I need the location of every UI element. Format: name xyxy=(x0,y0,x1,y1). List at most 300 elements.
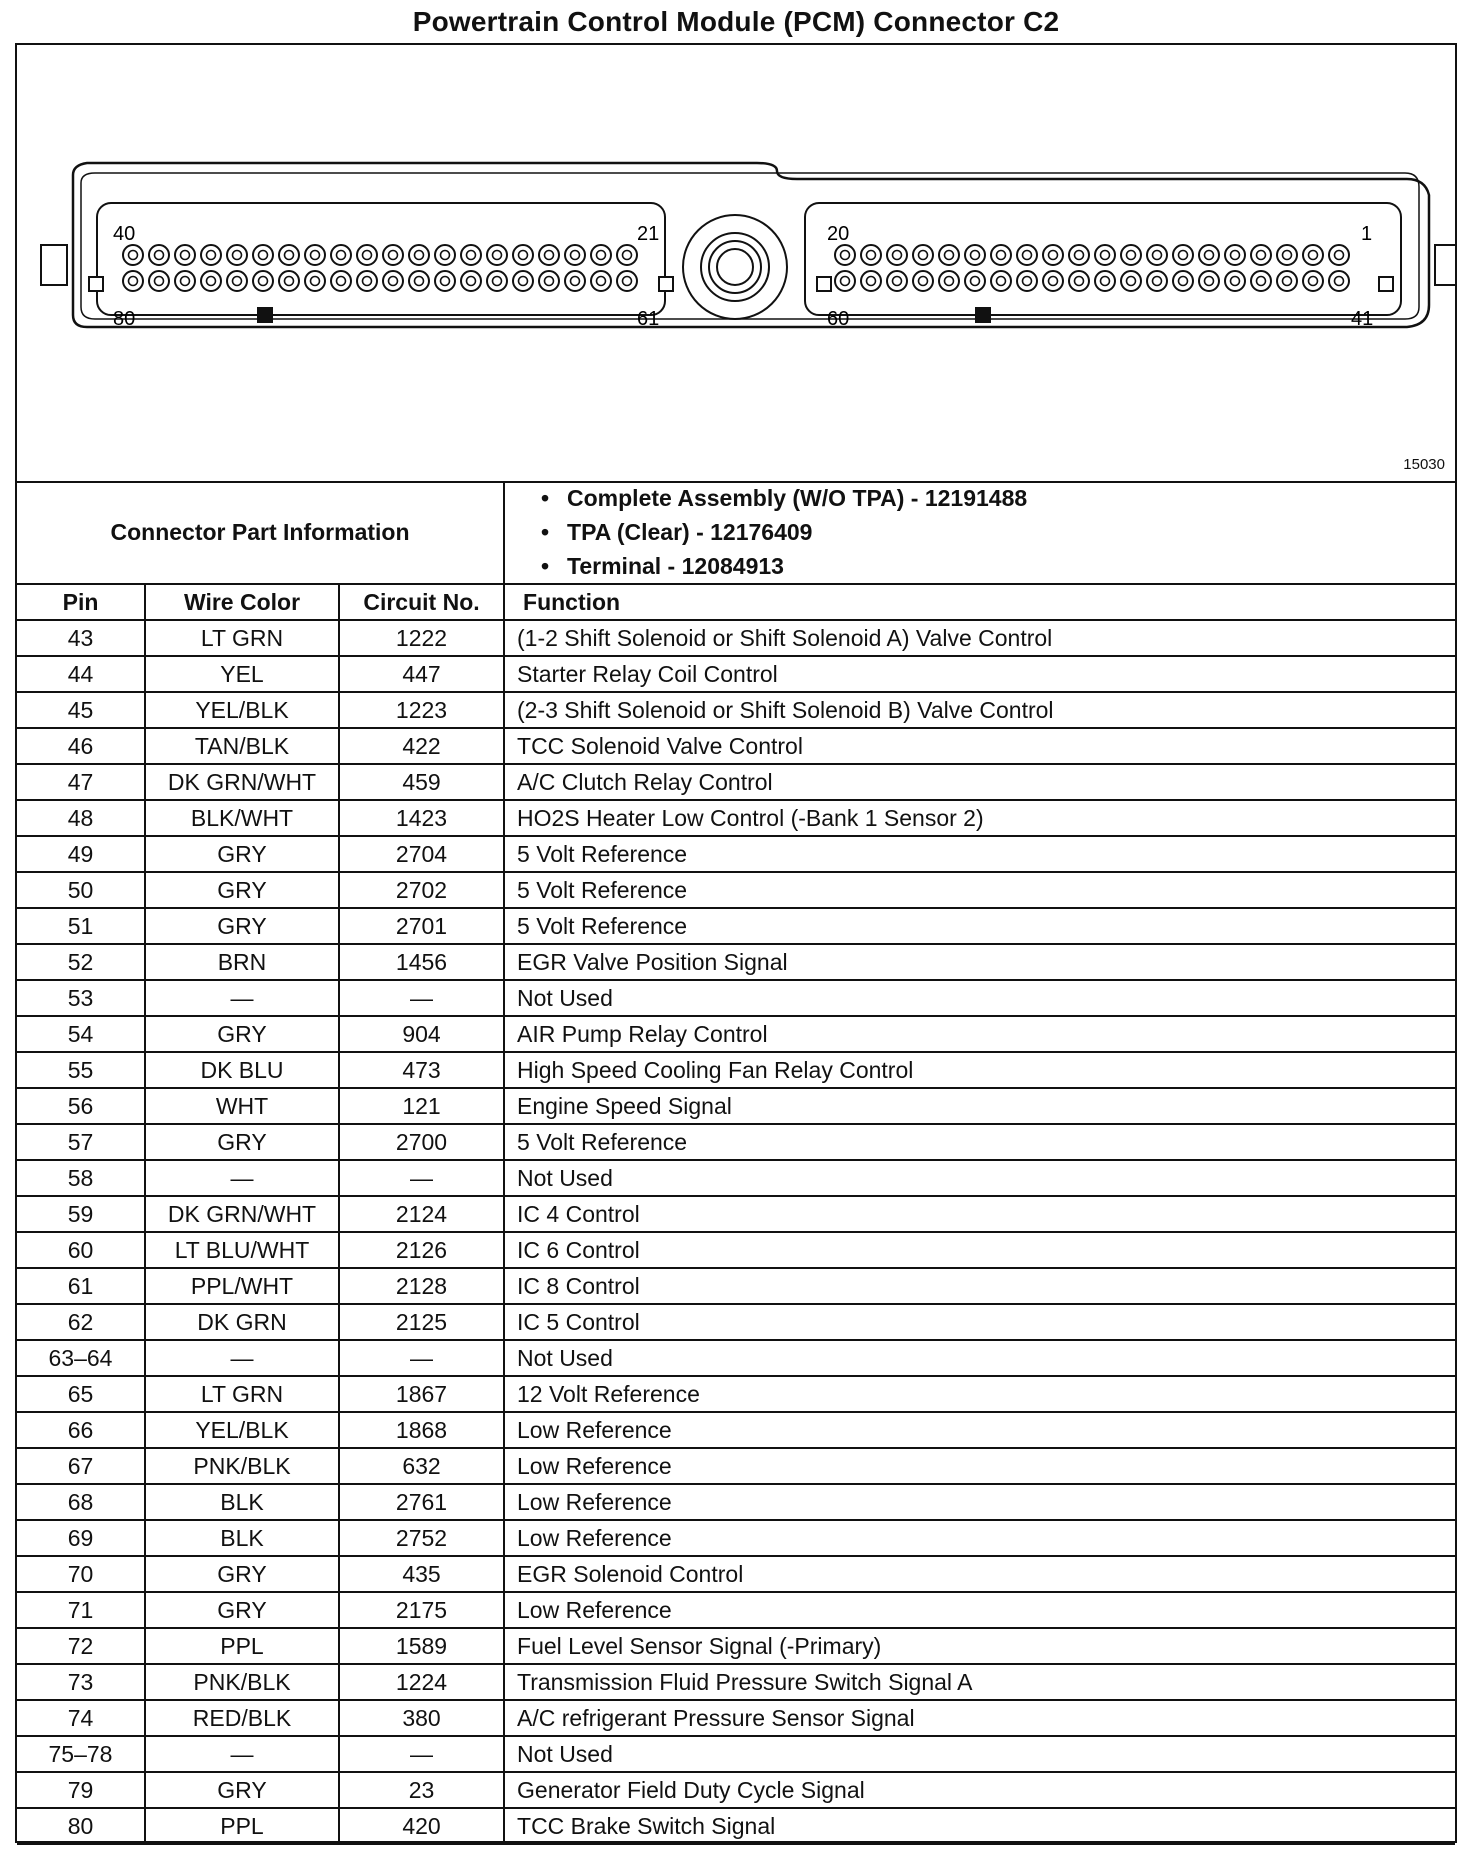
pin-socket-center xyxy=(311,251,320,260)
wire-color-cell: PPL/WHT xyxy=(145,1268,339,1304)
pin-socket xyxy=(1303,271,1323,291)
table-row xyxy=(17,1376,1455,1412)
pin-socket-center xyxy=(285,251,294,260)
circuit-cell: — xyxy=(339,1160,504,1196)
pin-socket-center xyxy=(1283,277,1292,286)
pin-socket-center xyxy=(919,277,928,286)
function-cell: Engine Speed Signal xyxy=(504,1088,1455,1124)
function-cell: AIR Pump Relay Control xyxy=(504,1016,1455,1052)
col-header-function: Function xyxy=(504,584,1455,620)
pin-socket xyxy=(513,245,533,265)
pin-socket-center xyxy=(1205,251,1214,260)
pin-socket xyxy=(617,271,637,291)
pin-socket xyxy=(487,245,507,265)
pin-socket xyxy=(1147,271,1167,291)
pin-socket-center xyxy=(867,251,876,260)
pin-socket xyxy=(409,271,429,291)
pin-socket-center xyxy=(259,277,268,286)
connector-body-outer xyxy=(73,163,1429,327)
pin-cell: 60 xyxy=(17,1232,145,1268)
function-cell: 5 Volt Reference xyxy=(504,836,1455,872)
pin-socket xyxy=(913,245,933,265)
circuit-cell: 447 xyxy=(339,656,504,692)
pinout-table xyxy=(17,481,1455,1845)
pin-socket xyxy=(357,271,377,291)
pin-socket xyxy=(617,245,637,265)
table-row xyxy=(17,836,1455,872)
pin-socket-center xyxy=(1205,277,1214,286)
pin-socket xyxy=(991,271,1011,291)
table-row xyxy=(17,620,1455,656)
wire-color-cell: DK GRN/WHT xyxy=(145,1196,339,1232)
wire-color-cell: YEL xyxy=(145,656,339,692)
pin-cell: 44 xyxy=(17,656,145,692)
key-square xyxy=(89,277,103,291)
pin-label: 60 xyxy=(827,308,850,330)
pin-socket xyxy=(279,245,299,265)
pin-label: 21 xyxy=(637,223,660,245)
wire-color-cell: — xyxy=(145,1736,339,1772)
wire-color-cell: BRN xyxy=(145,944,339,980)
function-cell: EGR Solenoid Control xyxy=(504,1556,1455,1592)
table-row xyxy=(17,1124,1455,1160)
pin-socket-center xyxy=(597,277,606,286)
table-row xyxy=(17,1412,1455,1448)
table-row xyxy=(17,1772,1455,1808)
pin-socket-center xyxy=(207,277,216,286)
table-row xyxy=(17,692,1455,728)
circuit-cell: — xyxy=(339,1736,504,1772)
function-cell: 5 Volt Reference xyxy=(504,908,1455,944)
pin-socket-center xyxy=(571,277,580,286)
wire-color-cell: YEL/BLK xyxy=(145,1412,339,1448)
pin-socket xyxy=(565,271,585,291)
wire-color-cell: PNK/BLK xyxy=(145,1664,339,1700)
pin-socket xyxy=(487,271,507,291)
pin-socket-center xyxy=(1075,277,1084,286)
pin-cell: 63–64 xyxy=(17,1340,145,1376)
circuit-cell: 2761 xyxy=(339,1484,504,1520)
pin-socket xyxy=(1043,245,1063,265)
pin-socket xyxy=(1225,245,1245,265)
wire-color-cell: GRY xyxy=(145,1772,339,1808)
part-info-list xyxy=(504,481,1455,584)
key-square xyxy=(659,277,673,291)
wire-color-cell: GRY xyxy=(145,908,339,944)
key-square xyxy=(817,277,831,291)
pin-socket-center xyxy=(389,277,398,286)
wire-color-cell: GRY xyxy=(145,1592,339,1628)
table-row xyxy=(17,1304,1455,1340)
pin-socket xyxy=(279,271,299,291)
pin-socket xyxy=(331,271,351,291)
pin-cell: 43 xyxy=(17,620,145,656)
pin-socket xyxy=(835,245,855,265)
wire-color-cell: DK GRN/WHT xyxy=(145,764,339,800)
pin-socket-center xyxy=(1309,251,1318,260)
wire-color-cell: TAN/BLK xyxy=(145,728,339,764)
part-info-row xyxy=(17,481,1455,584)
pin-socket xyxy=(1329,245,1349,265)
pin-socket-center xyxy=(1049,251,1058,260)
function-cell: TCC Brake Switch Signal xyxy=(504,1808,1455,1844)
pin-socket-center xyxy=(919,251,928,260)
pin-socket xyxy=(513,271,533,291)
pin-socket-center xyxy=(389,251,398,260)
wire-color-cell: PPL xyxy=(145,1628,339,1664)
function-cell: A/C Clutch Relay Control xyxy=(504,764,1455,800)
pin-socket xyxy=(539,245,559,265)
key-square xyxy=(1379,277,1393,291)
pin-socket-center xyxy=(285,277,294,286)
pin-socket-center xyxy=(493,251,502,260)
function-cell: Fuel Level Sensor Signal (-Primary) xyxy=(504,1628,1455,1664)
pin-label: 61 xyxy=(637,308,660,330)
pin-label: 80 xyxy=(113,308,136,330)
pin-label: 41 xyxy=(1351,308,1374,330)
pin-socket-center xyxy=(571,251,580,260)
pin-socket xyxy=(357,245,377,265)
circuit-cell: 1456 xyxy=(339,944,504,980)
function-cell: EGR Valve Position Signal xyxy=(504,944,1455,980)
pin-cell: 67 xyxy=(17,1448,145,1484)
function-cell: Not Used xyxy=(504,1160,1455,1196)
function-cell: Not Used xyxy=(504,1736,1455,1772)
wire-color-cell: GRY xyxy=(145,1556,339,1592)
wire-color-cell: BLK/WHT xyxy=(145,800,339,836)
pin-socket xyxy=(331,245,351,265)
function-cell: A/C refrigerant Pressure Sensor Signal xyxy=(504,1700,1455,1736)
pin-socket-center xyxy=(311,277,320,286)
center-bolt-core xyxy=(717,249,753,285)
pin-cell: 62 xyxy=(17,1304,145,1340)
table-row xyxy=(17,944,1455,980)
pin-cell: 80 xyxy=(17,1808,145,1844)
pin-cell: 74 xyxy=(17,1700,145,1736)
pin-socket-center xyxy=(1153,251,1162,260)
table-row xyxy=(17,1700,1455,1736)
pin-socket xyxy=(461,245,481,265)
pin-socket xyxy=(149,271,169,291)
pin-socket xyxy=(123,245,143,265)
pin-socket xyxy=(939,245,959,265)
pin-socket-center xyxy=(129,251,138,260)
circuit-cell: 1868 xyxy=(339,1412,504,1448)
pin-socket xyxy=(201,245,221,265)
pin-socket-center xyxy=(1127,277,1136,286)
col-header-circuit: Circuit No. xyxy=(339,584,504,620)
function-cell: IC 5 Control xyxy=(504,1304,1455,1340)
part-info-item: • Terminal - 12084913 xyxy=(541,553,784,579)
pin-socket xyxy=(861,271,881,291)
pin-socket-center xyxy=(1257,277,1266,286)
pin-socket-center xyxy=(841,277,850,286)
wire-color-cell: GRY xyxy=(145,1016,339,1052)
center-bolt-ring xyxy=(701,233,769,301)
circuit-cell: 1222 xyxy=(339,620,504,656)
pin-socket xyxy=(1251,271,1271,291)
pin-socket xyxy=(1277,271,1297,291)
wire-color-cell: BLK xyxy=(145,1520,339,1556)
pin-socket-center xyxy=(1335,277,1344,286)
circuit-cell: 2124 xyxy=(339,1196,504,1232)
pin-cell: 72 xyxy=(17,1628,145,1664)
pin-socket-center xyxy=(181,277,190,286)
pin-cell: 70 xyxy=(17,1556,145,1592)
part-info-item: • TPA (Clear) - 12176409 xyxy=(541,519,813,545)
pin-socket xyxy=(435,245,455,265)
pin-socket xyxy=(383,271,403,291)
pin-label: 20 xyxy=(827,223,850,245)
circuit-cell: — xyxy=(339,980,504,1016)
function-cell: 5 Volt Reference xyxy=(504,1124,1455,1160)
pin-socket-center xyxy=(1127,251,1136,260)
left-latch xyxy=(41,245,67,285)
circuit-cell: 1867 xyxy=(339,1376,504,1412)
pin-socket xyxy=(1251,245,1271,265)
pin-cell: 53 xyxy=(17,980,145,1016)
pin-socket-center xyxy=(363,277,372,286)
pin-socket xyxy=(1121,245,1141,265)
pin-socket xyxy=(1199,271,1219,291)
pin-socket xyxy=(887,245,907,265)
circuit-cell: 422 xyxy=(339,728,504,764)
pin-cell: 75–78 xyxy=(17,1736,145,1772)
pin-socket-center xyxy=(1101,251,1110,260)
pin-socket xyxy=(1173,271,1193,291)
pin-socket xyxy=(435,271,455,291)
pin-socket-center xyxy=(867,277,876,286)
pin-socket xyxy=(1303,245,1323,265)
circuit-cell: 23 xyxy=(339,1772,504,1808)
pin-socket-center xyxy=(841,251,850,260)
circuit-cell: 2752 xyxy=(339,1520,504,1556)
pin-socket-center xyxy=(623,277,632,286)
pin-socket-center xyxy=(1257,251,1266,260)
polarity-mark xyxy=(975,307,991,323)
pin-socket xyxy=(965,271,985,291)
part-info-item: • Complete Assembly (W/O TPA) - 12191488 xyxy=(541,485,1028,511)
circuit-cell: 1223 xyxy=(339,692,504,728)
pin-socket-center xyxy=(945,251,954,260)
pin-socket-center xyxy=(467,277,476,286)
function-cell: Low Reference xyxy=(504,1448,1455,1484)
circuit-cell: 420 xyxy=(339,1808,504,1844)
pin-socket-center xyxy=(155,251,164,260)
pin-cell: 51 xyxy=(17,908,145,944)
pin-socket xyxy=(913,271,933,291)
table-row xyxy=(17,1088,1455,1124)
pin-socket-center xyxy=(893,251,902,260)
wire-color-cell: BLK xyxy=(145,1484,339,1520)
pin-socket-center xyxy=(545,277,554,286)
table-row xyxy=(17,908,1455,944)
pin-socket-center xyxy=(1231,277,1240,286)
pin-socket xyxy=(253,271,273,291)
pin-cell: 59 xyxy=(17,1196,145,1232)
pin-cell: 52 xyxy=(17,944,145,980)
table-row xyxy=(17,980,1455,1016)
function-cell: Low Reference xyxy=(504,1484,1455,1520)
pin-socket xyxy=(1017,245,1037,265)
wire-color-cell: — xyxy=(145,1340,339,1376)
pin-socket-center xyxy=(129,277,138,286)
wire-color-cell: LT BLU/WHT xyxy=(145,1232,339,1268)
connector-face-drawing xyxy=(17,45,1455,481)
function-cell: TCC Solenoid Valve Control xyxy=(504,728,1455,764)
pin-cell: 50 xyxy=(17,872,145,908)
pin-socket xyxy=(1121,271,1141,291)
pin-socket-center xyxy=(1179,251,1188,260)
pin-label: 40 xyxy=(113,223,136,245)
pin-socket-center xyxy=(259,251,268,260)
wire-color-cell: GRY xyxy=(145,1124,339,1160)
circuit-cell: 2126 xyxy=(339,1232,504,1268)
pin-socket-center xyxy=(493,277,502,286)
center-bolt-housing xyxy=(683,215,787,319)
table-row xyxy=(17,872,1455,908)
function-cell: (2-3 Shift Solenoid or Shift Solenoid B) Valve Control xyxy=(504,692,1455,728)
pin-socket-center xyxy=(415,277,424,286)
pin-socket-center xyxy=(519,251,528,260)
figure-number: 15030 xyxy=(1403,456,1445,473)
function-cell: High Speed Cooling Fan Relay Control xyxy=(504,1052,1455,1088)
pin-socket-center xyxy=(1153,277,1162,286)
pin-socket xyxy=(227,271,247,291)
pin-socket xyxy=(539,271,559,291)
circuit-cell: 632 xyxy=(339,1448,504,1484)
pin-socket-center xyxy=(1023,251,1032,260)
pin-socket-center xyxy=(1075,251,1084,260)
pin-cell: 68 xyxy=(17,1484,145,1520)
pin-socket xyxy=(175,271,195,291)
connector-diagram xyxy=(17,45,1455,483)
pin-socket xyxy=(1277,245,1297,265)
pin-cell: 73 xyxy=(17,1664,145,1700)
right-latch xyxy=(1435,245,1455,285)
wire-color-cell: WHT xyxy=(145,1088,339,1124)
wire-color-cell: LT GRN xyxy=(145,620,339,656)
pin-label: 1 xyxy=(1361,223,1373,245)
table-row xyxy=(17,656,1455,692)
pin-socket-center xyxy=(1231,251,1240,260)
pin-socket-center xyxy=(181,251,190,260)
function-cell: Not Used xyxy=(504,1340,1455,1376)
function-cell: Generator Field Duty Cycle Signal xyxy=(504,1772,1455,1808)
pin-cell: 69 xyxy=(17,1520,145,1556)
table-row xyxy=(17,1016,1455,1052)
wire-color-cell: — xyxy=(145,1160,339,1196)
pin-socket-center xyxy=(1101,277,1110,286)
wire-color-cell: RED/BLK xyxy=(145,1700,339,1736)
table-row xyxy=(17,1808,1455,1844)
pin-cell: 58 xyxy=(17,1160,145,1196)
table-row xyxy=(17,1556,1455,1592)
pin-socket-center xyxy=(545,251,554,260)
pin-socket xyxy=(305,271,325,291)
pin-socket-center xyxy=(467,251,476,260)
pin-cell: 57 xyxy=(17,1124,145,1160)
function-cell: Low Reference xyxy=(504,1592,1455,1628)
pin-socket xyxy=(175,245,195,265)
function-cell: Starter Relay Coil Control xyxy=(504,656,1455,692)
function-cell: 5 Volt Reference xyxy=(504,872,1455,908)
function-cell: Transmission Fluid Pressure Switch Signal A xyxy=(504,1664,1455,1700)
pin-socket-center xyxy=(597,251,606,260)
circuit-cell: 121 xyxy=(339,1088,504,1124)
table-row xyxy=(17,1232,1455,1268)
table-row xyxy=(17,764,1455,800)
pin-socket xyxy=(565,245,585,265)
page-title: Powertrain Control Module (PCM) Connector C2 xyxy=(412,6,1060,37)
function-cell: (1-2 Shift Solenoid or Shift Solenoid A) Valve Control xyxy=(504,620,1455,656)
pin-socket-center xyxy=(893,277,902,286)
pin-socket-center xyxy=(997,277,1006,286)
circuit-cell: 2125 xyxy=(339,1304,504,1340)
pin-socket xyxy=(123,271,143,291)
function-cell: Low Reference xyxy=(504,1412,1455,1448)
circuit-cell: 459 xyxy=(339,764,504,800)
pin-socket-center xyxy=(1283,251,1292,260)
table-row xyxy=(17,1664,1455,1700)
pin-socket xyxy=(591,271,611,291)
pin-socket-center xyxy=(233,277,242,286)
pin-socket xyxy=(383,245,403,265)
table-row xyxy=(17,1196,1455,1232)
wire-color-cell: PNK/BLK xyxy=(145,1448,339,1484)
pin-cell: 79 xyxy=(17,1772,145,1808)
circuit-cell: 473 xyxy=(339,1052,504,1088)
pin-cell: 45 xyxy=(17,692,145,728)
pin-socket-center xyxy=(519,277,528,286)
wire-color-cell: DK BLU xyxy=(145,1052,339,1088)
pin-socket xyxy=(861,245,881,265)
circuit-cell: 2175 xyxy=(339,1592,504,1628)
table-row xyxy=(17,1268,1455,1304)
function-cell: Not Used xyxy=(504,980,1455,1016)
pin-socket xyxy=(1225,271,1245,291)
wire-color-cell: GRY xyxy=(145,872,339,908)
pin-socket-center xyxy=(363,251,372,260)
pin-socket xyxy=(1069,271,1089,291)
pin-socket xyxy=(835,271,855,291)
pin-cell: 65 xyxy=(17,1376,145,1412)
function-cell: IC 8 Control xyxy=(504,1268,1455,1304)
pin-cell: 48 xyxy=(17,800,145,836)
pin-socket xyxy=(1095,271,1115,291)
function-cell: HO2S Heater Low Control (-Bank 1 Sensor 2) xyxy=(504,800,1455,836)
pin-socket xyxy=(1069,245,1089,265)
pin-socket xyxy=(1095,245,1115,265)
pin-socket xyxy=(965,245,985,265)
pin-socket-center xyxy=(623,251,632,260)
wire-color-cell: PPL xyxy=(145,1808,339,1844)
pin-socket-center xyxy=(971,277,980,286)
circuit-cell: 2702 xyxy=(339,872,504,908)
pin-cell: 54 xyxy=(17,1016,145,1052)
pin-socket-center xyxy=(415,251,424,260)
pin-socket xyxy=(1173,245,1193,265)
part-info-label: Connector Part Information xyxy=(17,481,504,584)
pin-cell: 61 xyxy=(17,1268,145,1304)
circuit-cell: 380 xyxy=(339,1700,504,1736)
pin-socket-center xyxy=(1023,277,1032,286)
pin-socket xyxy=(1199,245,1219,265)
pin-socket xyxy=(201,271,221,291)
wire-color-cell: — xyxy=(145,980,339,1016)
pin-socket-center xyxy=(441,251,450,260)
wire-color-cell: GRY xyxy=(145,836,339,872)
